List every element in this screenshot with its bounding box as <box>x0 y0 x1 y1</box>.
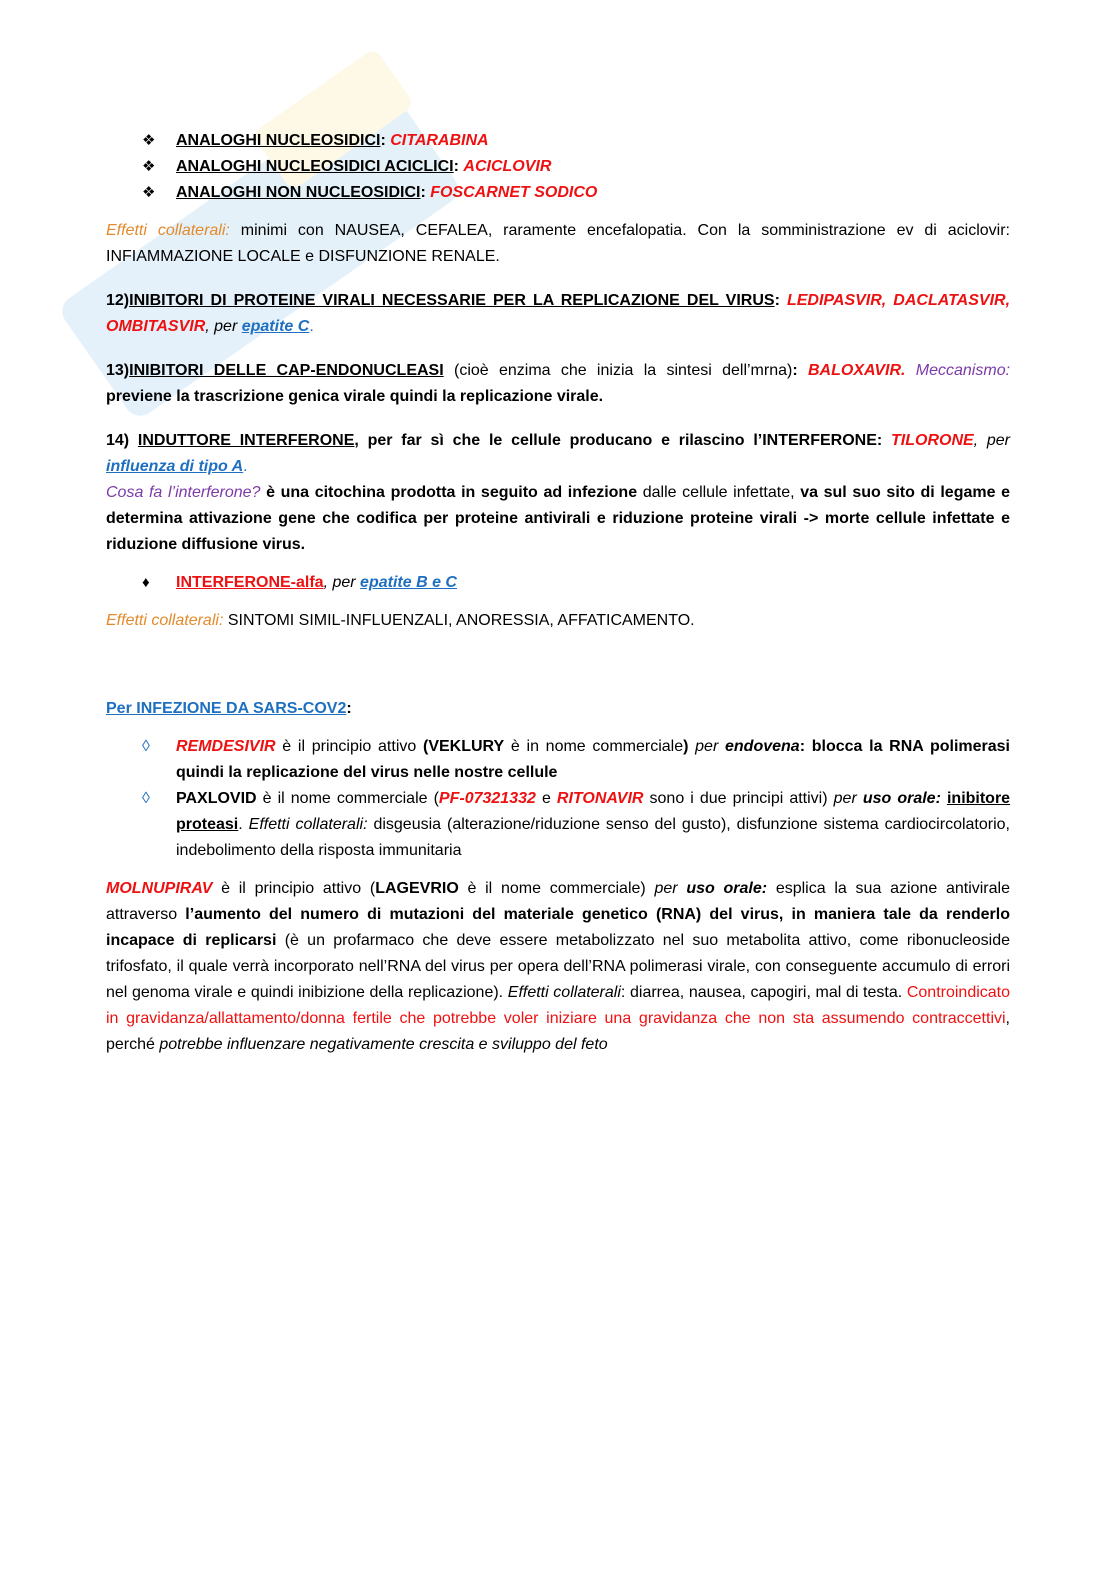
sars-heading: Per INFEZIONE DA SARS-COV2: <box>106 700 352 717</box>
bullet-icon: ◊ <box>142 738 150 755</box>
section-14-target: influenza di tipo A <box>106 458 244 475</box>
section-14-drug: TILORONE <box>891 432 974 449</box>
molnupirav-paragraph: MOLNUPIRAV è il principio attivo (LAGEVRIO è il nome commerciale) per uso orale: esplica la sua azione antivirale attraverso l’aumento del numero di mutazioni del materiale genetico (RNA) del virus, in maniera tale da renderlo incapace di replicarsi (è un profarmaco che deve essere metabolizzato nel suo metabolita attivo, come ribonucleoside trifosfato, il quale verrà incorporato nell’RNA del virus per opera dell’RNA polimerasi virale, con conseguente accumulo di errori nel genoma virale e quindi inibizione della replicazione). Effetti collaterali: diarrea, nausea, capogiri, mal di testa. Controindicato in gravidanza/allattamento/donna fertile che potrebbe voler iniziare una gravidanza che non sta assumendo contraccettivi, perché potrebbe influenzare negativamente crescita e sviluppo del feto <box>106 880 1011 1053</box>
mechanism-label: Meccanismo: <box>915 362 1011 379</box>
document-body <box>106 128 1010 1058</box>
bullet-icon: ♦ <box>142 574 150 591</box>
side-effects-text: minimi con NAUSEA, CEFALEA, raramente encefalopatia. Con la somministrazione ev di aciclovir: INFIAMMAZIONE LOCALE e DISFUNZIONE RENALE. <box>106 222 1010 265</box>
section-13: 13)INIBITORI DELLE CAP-ENDONUCLEASI (cioè enzima che inizia la sintesi dell’mrna): BALOXAVIR. Meccanismo: previene la trascrizione genica virale quindi la replicazione virale. <box>106 362 1011 405</box>
section-14: 14) INDUTTORE INTERFERONE, per far sì che le cellule producano e rilascino l’INTERFERONE: TILORONE, per influenza di tipo A. <box>106 432 1011 475</box>
list-item: ♦ INTERFERONE-alfa, per epatite B e C <box>106 570 1010 596</box>
bullet-icon: ❖ <box>142 158 156 175</box>
list-item: ◊ PAXLOVID è il nome commerciale (PF-07321332 e RITONAVIR sono i due principi attivi) per uso orale: inibitore proteasi. Effetti collaterali: disgeusia (alterazione/riduzione senso del gusto), disfunzione sistema cardiocircolatorio, indebolimento della risposta immunitaria <box>106 786 1010 864</box>
item-label: ANALOGHI NUCLEOSIDICI ACICLICI <box>176 158 454 175</box>
item-drug: FOSCARNET SODICO <box>430 184 598 201</box>
list-item: ❖ ANALOGHI NUCLEOSIDICI: CITARABINA <box>106 128 1010 154</box>
section-12-title: INIBITORI DI PROTEINE VIRALI NECESSARIE PER LA REPLICAZIONE DEL VIRUS <box>129 292 775 309</box>
bullet-icon: ❖ <box>142 132 156 149</box>
paxlovid-name: PAXLOVID <box>176 790 257 807</box>
side-effects-paragraph: Effetti collaterali: SINTOMI SIMIL-INFLUENZALI, ANORESSIA, AFFATICAMENTO. <box>106 612 695 629</box>
list-item: ◊ REMDESIVIR è il principio attivo (VEKLURY è in nome commerciale) per endovena: blocca la RNA polimerasi quindi la replicazione del virus nelle nostre cellule <box>106 734 1010 786</box>
remdesivir-drug: REMDESIVIR <box>176 738 276 755</box>
item-label: ANALOGHI NON NUCLEOSIDICI <box>176 184 421 201</box>
interferon-question: Cosa fa l’interferone? <box>106 484 261 501</box>
interferon-paragraph: Cosa fa l’interferone? è una citochina prodotta in seguito ad infezione dalle cellule infettate, va sul suo sito di legame e determina attivazione gene che codifica per proteine antivirali e riduzione proteine virali -> morte cellule infettate e riduzione diffusione virus. <box>106 484 1011 553</box>
item-label: ANALOGHI NUCLEOSIDICI <box>176 132 381 149</box>
section-13-title: INIBITORI DELLE CAP-ENDONUCLEASI <box>129 362 444 379</box>
item-drug: ACICLOVIR <box>463 158 552 175</box>
section-12: 12)INIBITORI DI PROTEINE VIRALI NECESSARIE PER LA REPLICAZIONE DEL VIRUS: LEDIPASVIR, DACLATASVIR, OMBITASVIR, per epatite C. <box>106 292 1011 335</box>
section-12-drugs: LEDIPASVIR, DACLATASVIR, OMBITASVIR <box>106 292 1011 335</box>
mechanism-text: previene la trascrizione genica virale quindi la replicazione virale. <box>106 388 604 405</box>
section-12-target: epatite C <box>241 318 310 335</box>
molnupirav-drug: MOLNUPIRAV <box>106 880 213 897</box>
bullet-icon: ◊ <box>142 790 150 807</box>
list-item: ❖ ANALOGHI NON NUCLEOSIDICI: FOSCARNET SODICO <box>106 180 1010 206</box>
interferon-alfa-drug: INTERFERONE-alfa <box>176 574 324 591</box>
side-effects-label: Effetti collaterali: <box>106 222 230 239</box>
side-effects-paragraph <box>106 218 1010 270</box>
section-14-title: INDUTTORE INTERFERONE <box>137 432 355 449</box>
interferon-alfa-target: epatite B e C <box>360 574 457 591</box>
bullet-icon: ❖ <box>142 184 156 201</box>
section-13-drug: BALOXAVIR. <box>807 362 906 379</box>
item-drug: CITARABINA <box>390 132 489 149</box>
list-item: ❖ ANALOGHI NUCLEOSIDICI ACICLICI: ACICLOVIR <box>106 154 1010 180</box>
